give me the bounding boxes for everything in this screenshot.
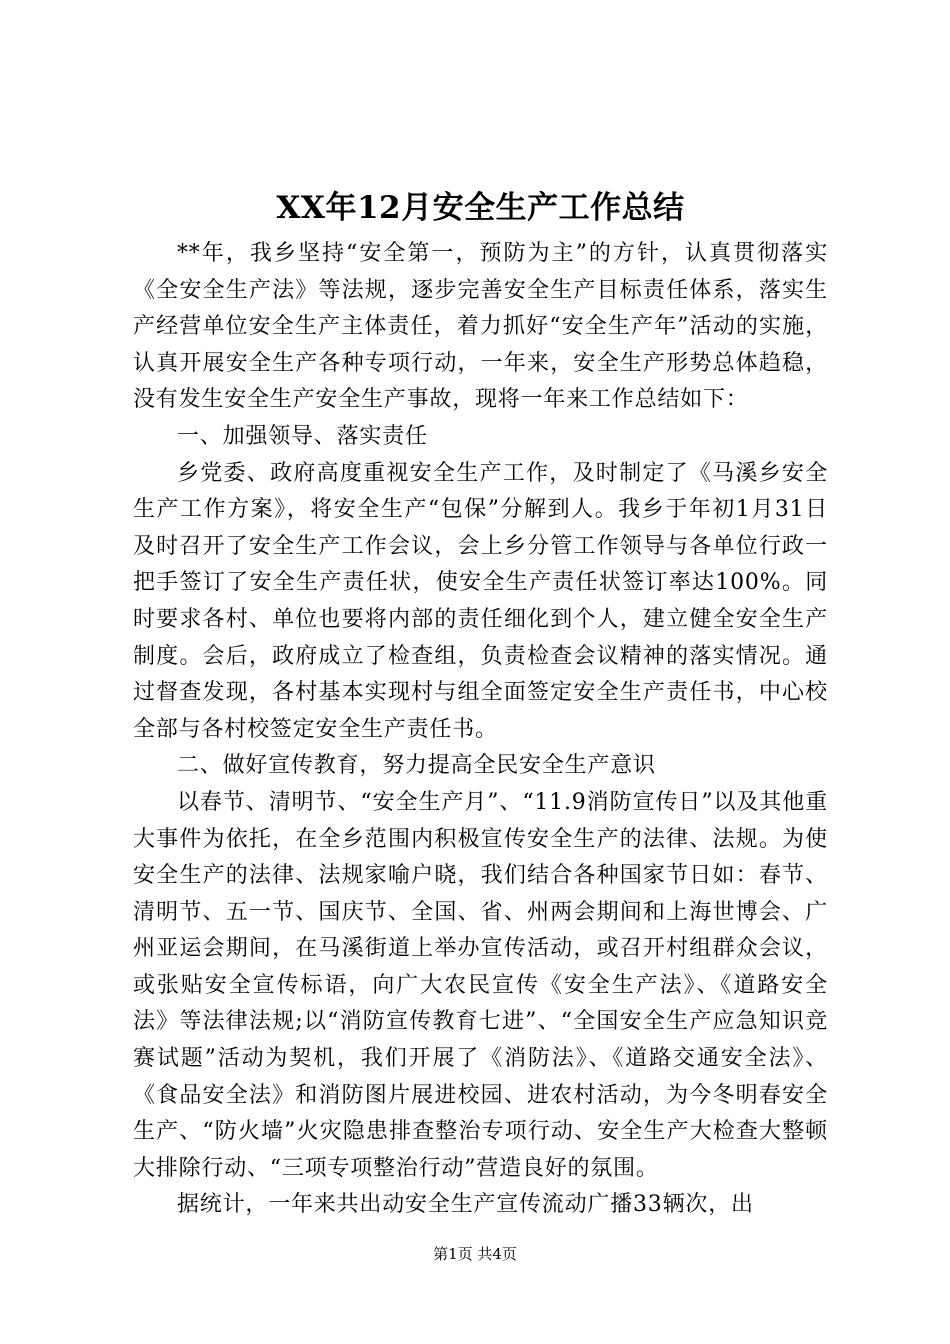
statistics-paragraph: 据统计，一年来共出动安全生产宣传流动广播33辆次，出 bbox=[177, 1192, 754, 1218]
section-heading-2: 二、做好宣传教育，努力提高全民安全生产意识 bbox=[177, 753, 656, 779]
section-2-paragraph: 以春节、清明节、“安全生产月”、“11.9消防宣传日”以及其他重大事件为依托，在全乡范围内积极宣传安全生产的法律、法规。为使安全生产的法律、法规家喻户晓，我们结合各种国家节日如：春节、清明节、五一节、国庆节、全国、省、州两会期间和上海世博会、广州亚运会期间，在马溪街道上举办宣传活动，或召开村组群众会议，或张贴安全宣传标语，向广大农民宣传《安全生产法》、《道路安全法》等法律法规;以“消防宣传教育七进”、“全国安全生产应急知识竞赛试题”活动为契机，我们开展了《消防法》、《道路交通安全法》、《食品安全法》和消防图片展进校园、进农村活动，为今冬明春安全生产、“防火墙”火灾隐患排查整治专项行动、安全生产大检查大整顿大排除行动、“三项专项整治行动”营造良好的氛围。 bbox=[133, 789, 828, 1181]
page-footer: 第1页 共4页 bbox=[433, 1245, 517, 1263]
document-title: XX年12月安全生产工作总结 bbox=[276, 190, 685, 226]
document-body bbox=[133, 236, 828, 1224]
intro-paragraph: **年，我乡坚持“安全第一，预防为主”的方针，认真贯彻落实《全安全生产法》等法规，逐步完善安全生产目标责任体系，落实生产经营单位安全生产主体责任，着力抓好“安全生产年”活动的实施，认真开展安全生产各种专项行动，一年来，安全生产形势总体趋稳，没有发生安全生产安全生产事故，现将一年来工作总结如下： bbox=[133, 241, 828, 413]
section-1-paragraph: 乡党委、政府高度重视安全生产工作，及时制定了《马溪乡安全生产工作方案》，将安全生产“包保”分解到人。我乡于年初1月31日及时召开了安全生产工作会议，会上乡分管工作领导与各单位行政一把手签订了安全生产责任状，使安全生产责任状签订率达100%。同时要求各村、单位也要将内部的责任细化到个人，建立健全安全生产制度。会后，政府成立了检查组，负责检查会议精神的落实情况。通过督查发现，各村基本实现村与组全面签定安全生产责任书，中心校全部与各村校签定安全生产责任书。 bbox=[133, 460, 828, 742]
section-heading-1: 一、加强领导、落实责任 bbox=[177, 423, 428, 449]
